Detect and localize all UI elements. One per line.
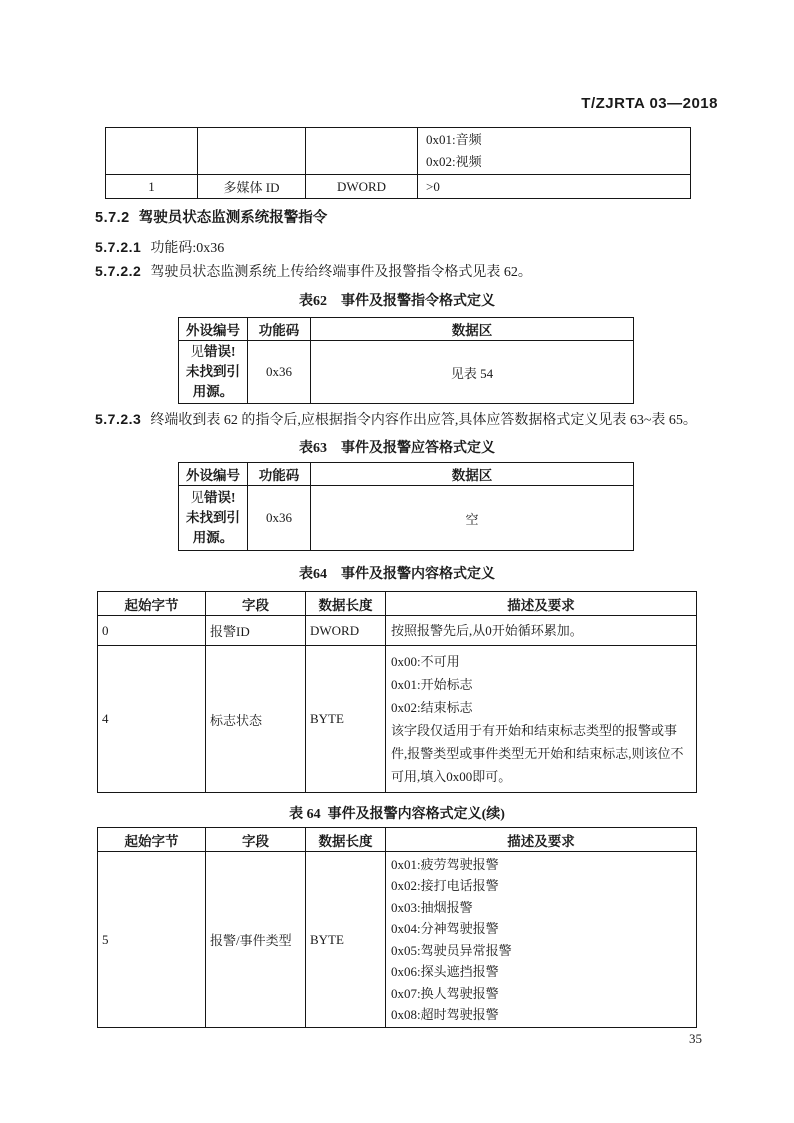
empty-cell [306,128,418,175]
caption-title: 事件及报警内容格式定义(续) [327,807,505,822]
reference-error-text: 错误!未找到引用源。 [186,490,240,545]
clause-title: 驾驶员状态监测系统报警指令 [138,210,328,226]
desc-line: 按照报警先后,从0开始循环累加。 [391,623,583,638]
desc-line: 0x01:开始标志 [391,677,473,692]
desc-line: 0x02:视频 [426,154,482,169]
table62-caption [0,290,794,310]
clause-text: 驾驶员状态监测系统上传给终端事件及报警指令格式见表 62。 [150,265,532,280]
desc-line: 0x08:超时驾驶报警 [391,1007,499,1022]
field-cell: 标志状态 [206,646,306,793]
device-number-cell [179,486,248,551]
header-cell: 起始字节 [98,592,206,616]
clause-5723 [95,409,697,429]
table63 [178,462,634,551]
caption-title: 事件及报警内容格式定义 [341,567,495,582]
field-cell: 报警/事件类型 [206,852,306,1028]
desc-line: 0x05:驾驶员异常报警 [391,942,512,958]
header-cell: 起始字节 [98,828,206,852]
start-byte-cell: 0 [98,616,206,646]
caption-label: 表63 [299,441,327,456]
table64 [97,591,697,793]
desc-paragraph: 该字段仅适用于有开始和结束标志类型的报警或事件,报警类型或事件类型无开始和结束标志,则该位不可用,填入0x00即可。 [391,723,684,784]
header-cell: 外设编号 [179,318,248,341]
desc-cell [386,616,697,646]
length-cell: BYTE [306,646,386,793]
desc-line: 0x03:抽烟报警 [391,899,473,915]
table64-caption [0,563,794,583]
header-cell: 字段 [206,592,306,616]
header-cell: 字段 [206,828,306,852]
field-cell: 多媒体 ID [198,175,306,199]
table62 [178,317,634,404]
data-area-cell: 空 [311,486,634,551]
desc-cell: >0 [418,175,691,199]
clause-number: 5.7.2.1 [95,239,142,255]
desc-line: 0x00:不可用 [391,654,460,669]
header-cell: 功能码 [248,463,311,486]
desc-line: 0x06:探头遮挡报警 [391,964,499,979]
caption-title: 事件及报警应答格式定义 [341,441,495,456]
clause-number: 5.7.2.3 [95,411,142,427]
length-cell: BYTE [306,852,386,1028]
func-code-cell: 0x36 [248,341,311,404]
table-row [98,852,697,1028]
empty-cell [198,128,306,175]
desc-line: 0x02:结束标志 [391,700,473,715]
table-row [98,646,697,793]
start-byte-cell: 5 [98,852,206,1028]
header-cell: 描述及要求 [386,592,697,616]
reference-error-text: 错误!未找到引用源。 [186,344,240,399]
desc-line: 0x07:换人驾驶报警 [391,985,499,1001]
document-number: T/ZJRTA 03—2018 [581,95,718,112]
desc-cell [386,852,697,1028]
table-row [179,341,634,404]
length-cell: DWORD [306,175,418,199]
header-cell: 数据区 [311,318,634,341]
clause-5722 [95,261,532,281]
table-header-row [98,828,697,852]
header-cell: 描述及要求 [386,828,697,852]
header-cell: 外设编号 [179,463,248,486]
clause-number: 5.7.2.2 [95,263,142,279]
start-byte-cell: 4 [98,646,206,793]
header-cell: 功能码 [248,318,311,341]
empty-cell [106,128,198,175]
table-row [179,486,634,551]
clause-5721 [95,237,224,257]
table-row [98,616,697,646]
caption-title: 事件及报警指令格式定义 [341,294,495,309]
clause-text: 功能码:0x36 [150,241,225,256]
desc-cell [386,646,697,793]
func-code-cell: 0x36 [248,486,311,551]
table64-cont-caption [0,803,794,823]
header-cell: 数据长度 [306,592,386,616]
header-cell: 数据区 [311,463,634,486]
desc-line: 0x02:接打电话报警 [391,878,499,893]
length-cell: DWORD [306,616,386,646]
page-number: 35 [689,1031,702,1046]
caption-label: 表 64 [289,807,321,822]
field-cell: 报警ID [206,616,306,646]
desc-line: 0x04:分神驾驶报警 [391,921,499,936]
clause-number: 5.7.2 [95,210,130,226]
table63-caption [0,437,794,457]
clause-text: 终端收到表 62 的指令后,应根据指令内容作出应答,具体应答数据格式定义见表 63~表 65。 [150,413,697,428]
table64-cont [97,827,697,1028]
device-number-cell [179,341,248,404]
table-row [106,128,691,175]
table-row [106,175,691,199]
table-header-row [179,318,634,341]
table-header-row [179,463,634,486]
device-prefix: 见 [190,344,204,359]
table-multimedia-fragment [105,127,691,199]
start-byte-cell: 1 [106,175,198,199]
desc-cell [418,128,691,175]
caption-label: 表62 [299,294,327,309]
header-cell: 数据长度 [306,828,386,852]
desc-line: 0x01:音频 [426,132,482,147]
clause-heading-572 [95,206,327,227]
device-prefix: 见 [190,490,204,505]
caption-label: 表64 [299,567,327,582]
table-header-row [98,592,697,616]
desc-line: 0x01:疲劳驾驶报警 [391,856,499,872]
data-area-cell: 见表 54 [311,341,634,404]
